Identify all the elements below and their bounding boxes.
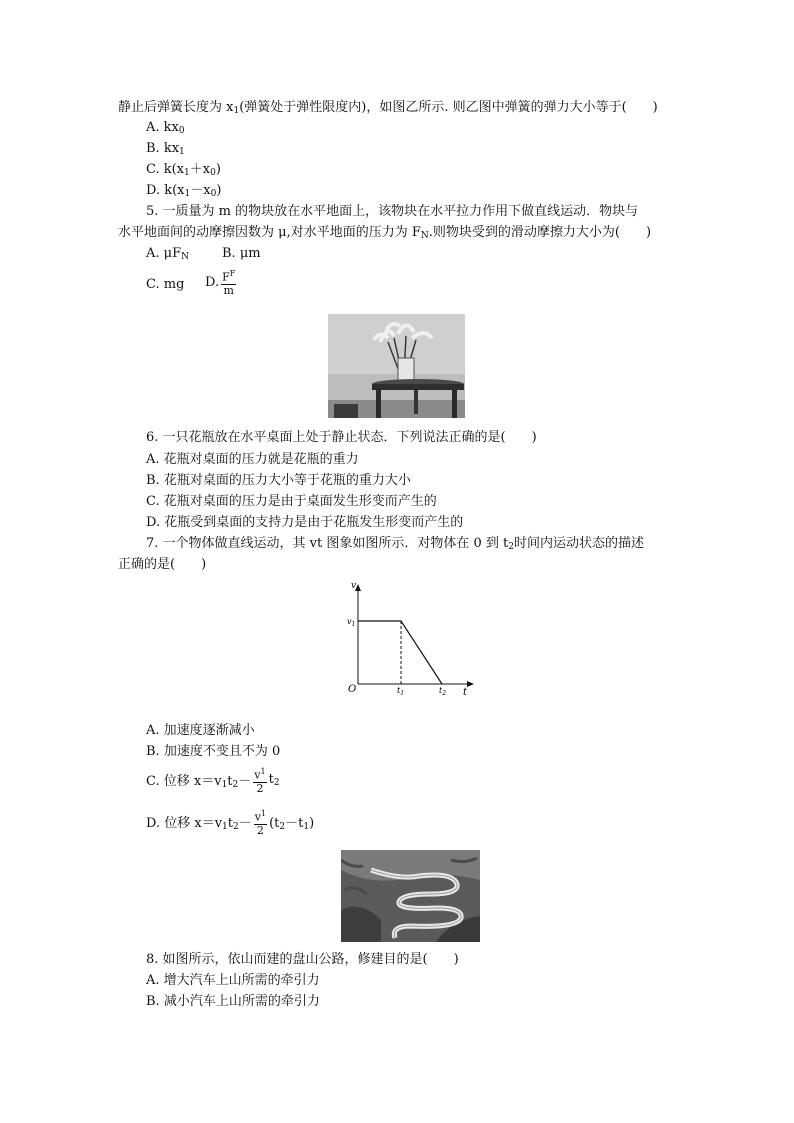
- q4-option-b: B. $kx_1$: [146, 141, 185, 157]
- q8-option-a: A. 增大汽车上山所需的牵引力: [146, 973, 320, 988]
- velocity-line: [358, 621, 442, 684]
- q6-stem: 6. 一只花瓶放在水平桌面上处于静止状态．下列说法正确的是( ): [146, 430, 537, 445]
- q5-option-d: D. $\frac{F^F}{m}$: [205, 269, 236, 297]
- q7-stem-line2: 正确的是( ): [118, 557, 207, 572]
- vase-on-table-photo: [328, 314, 465, 418]
- origin-label: O: [348, 684, 357, 695]
- q7-stem-line1: 7. 一个物体做直线运动，其 vt 图象如图所示．对物体在 0 到 $t_2$时间内运动状态的描述: [146, 536, 645, 552]
- q7-option-a: A. 加速度逐渐减小: [146, 723, 255, 738]
- q7-option-d-fraction: $\frac{v^1}{2}$: [254, 809, 267, 837]
- t-axis-label: t: [463, 687, 468, 696]
- t1-label: $t_1$: [397, 686, 405, 696]
- q7-option-c: C. 位移 $x=v_1t_2-$ $\frac{v^1}{2}$ $t_2$: [146, 767, 280, 795]
- v1-label: $v_1$: [347, 617, 356, 628]
- q8-option-b: B. 减小汽车上山所需的牵引力: [146, 994, 320, 1009]
- q4-stem: 静止后弹簧长度为 $x_1$(弹簧处于弹性限度内)，如图乙所示. 则乙图中弹簧的弹力大小等于( ): [118, 100, 658, 116]
- q6-option-d: D. 花瓶受到桌面的支持力是由于花瓶发生形变而产生的: [146, 515, 464, 530]
- q5-option-d-fraction: $\frac{F^F}{m}$: [222, 269, 236, 297]
- q7-option-d: D. 位移 $x=v_1t_2-$ $\frac{v^1}{2}$ $(t_2-t_1)$: [146, 809, 315, 837]
- q7-option-b: B. 加速度不变且不为 0: [146, 744, 281, 759]
- q8-stem: 8. 如图所示，依山而建的盘山公路，修建目的是( ): [146, 952, 459, 967]
- t2-label: $t_2$: [439, 686, 447, 696]
- mountain-road-photo: [341, 850, 480, 942]
- q6-option-a: A. 花瓶对桌面的压力就是花瓶的重力: [146, 452, 359, 467]
- q5-option-c: C. mg: [146, 277, 185, 292]
- q7-option-c-fraction: $\frac{v^1}{2}$: [254, 767, 266, 795]
- q6-option-c: C. 花瓶对桌面的压力是由于桌面发生形变而产生的: [146, 494, 437, 509]
- q5-stem-line1: 5. 一质量为 m 的物块放在水平地面上，该物块在水平拉力作用下做直线运动．物块与: [146, 204, 639, 219]
- q5-stem-line2: 水平地面间的动摩擦因数为 μ,对水平地面的压力为 $F_N$.则物块受到的滑动摩擦力大小为( ): [118, 225, 652, 241]
- v-axis-label: v: [351, 581, 357, 591]
- q4-option-c: C. $k(x_1+x_0)$: [146, 162, 221, 178]
- q5-option-b: B. μm: [222, 246, 261, 261]
- t-axis-arrow-icon: [467, 681, 474, 687]
- q5-option-a: A. $\mu F_N$: [146, 246, 189, 262]
- q4-option-d: D. $k(x_1-x_0)$: [146, 183, 222, 199]
- q6-option-b: B. 花瓶对桌面的压力大小等于花瓶的重力大小: [146, 473, 411, 488]
- vt-graph: [342, 576, 478, 696]
- q4-option-a: A. $kx_0$: [146, 120, 185, 136]
